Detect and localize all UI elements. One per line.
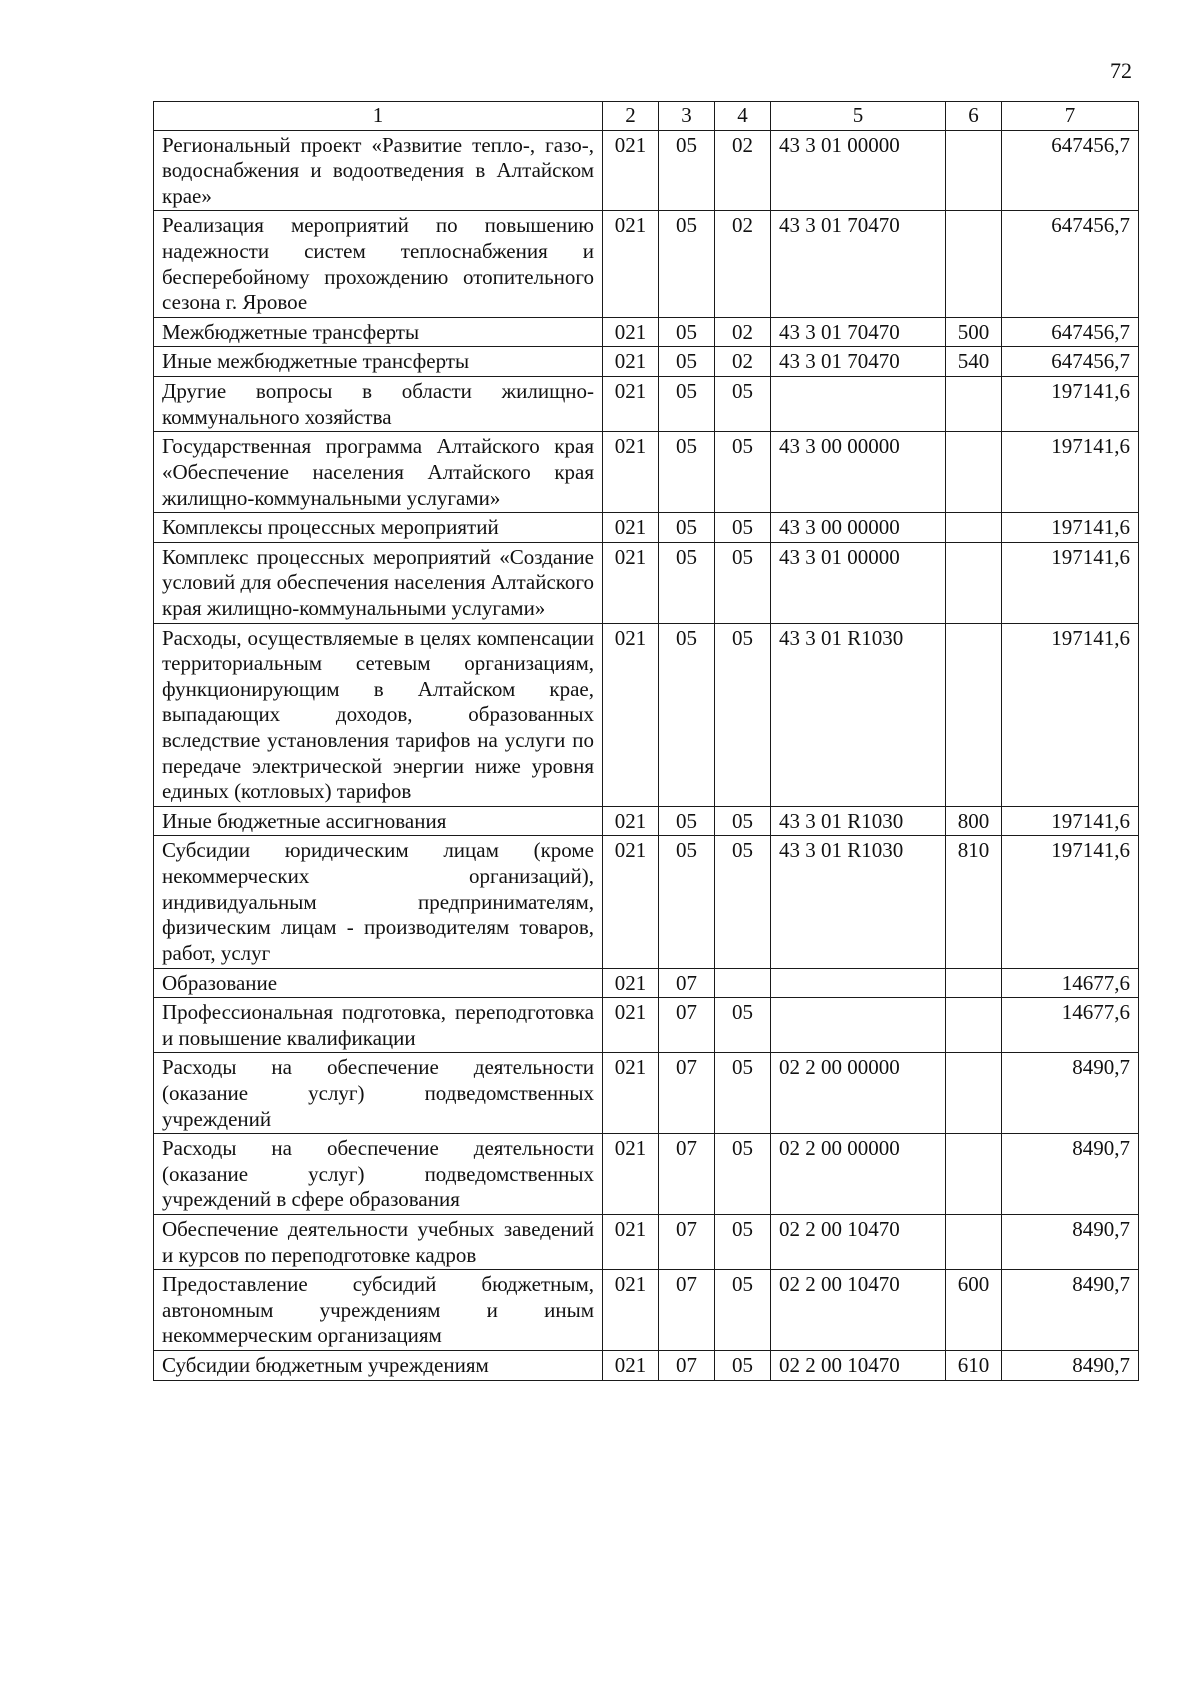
code-cell-5: 43 3 01 R1030	[771, 806, 946, 836]
amount-cell: 197141,6	[1002, 432, 1139, 513]
code-cell-4: 02	[715, 130, 771, 211]
table-row	[154, 1351, 1139, 1381]
column-header-5: 5	[771, 102, 946, 131]
code-cell-6	[946, 968, 1002, 998]
code-cell-2: 021	[603, 542, 659, 623]
code-cell-5: 43 3 01 R1030	[771, 836, 946, 968]
code-cell-4: 05	[715, 1134, 771, 1215]
budget-table	[153, 101, 1139, 1381]
code-cell-5: 02 2 00 10470	[771, 1214, 946, 1269]
code-cell-3: 07	[659, 998, 715, 1053]
column-header-7: 7	[1002, 102, 1139, 131]
code-cell-4: 02	[715, 317, 771, 347]
amount-cell: 197141,6	[1002, 542, 1139, 623]
code-cell-2: 021	[603, 1053, 659, 1134]
row-name-cell: Комплекс процессных мероприятий «Создание условий для обеспечения населения Алтайского края жилищно-коммунальными услугами»	[154, 542, 603, 623]
table-row	[154, 623, 1139, 806]
code-cell-2: 021	[603, 836, 659, 968]
column-header-2: 2	[603, 102, 659, 131]
row-name-cell: Государственная программа Алтайского края «Обеспечение населения Алтайского края жилищно-коммунальными услугами»	[154, 432, 603, 513]
row-name-cell: Реализация мероприятий по повышению надежности систем теплоснабжения и бесперебойному прохождению отопительного сезона г. Яровое	[154, 211, 603, 317]
code-cell-2: 021	[603, 130, 659, 211]
amount-cell: 8490,7	[1002, 1214, 1139, 1269]
table-row	[154, 211, 1139, 317]
row-name-cell: Расходы на обеспечение деятельности (оказание услуг) подведомственных учреждений	[154, 1053, 603, 1134]
code-cell-3: 05	[659, 130, 715, 211]
code-cell-2: 021	[603, 1270, 659, 1351]
code-cell-3: 07	[659, 1351, 715, 1381]
code-cell-4: 05	[715, 432, 771, 513]
table-row	[154, 432, 1139, 513]
code-cell-2: 021	[603, 1351, 659, 1381]
code-cell-5: 43 3 01 70470	[771, 347, 946, 377]
code-cell-2: 021	[603, 513, 659, 543]
code-cell-6	[946, 1214, 1002, 1269]
code-cell-4: 05	[715, 377, 771, 432]
code-cell-5	[771, 998, 946, 1053]
code-cell-2: 021	[603, 1134, 659, 1215]
code-cell-5: 43 3 00 00000	[771, 432, 946, 513]
amount-cell: 647456,7	[1002, 347, 1139, 377]
code-cell-3: 05	[659, 211, 715, 317]
code-cell-3: 07	[659, 968, 715, 998]
column-header-6: 6	[946, 102, 1002, 131]
amount-cell: 14677,6	[1002, 968, 1139, 998]
code-cell-6	[946, 130, 1002, 211]
amount-cell: 647456,7	[1002, 130, 1139, 211]
code-cell-3: 05	[659, 432, 715, 513]
code-cell-5: 02 2 00 10470	[771, 1270, 946, 1351]
code-cell-6	[946, 377, 1002, 432]
row-name-cell: Предоставление субсидий бюджетным, автономным учреждениям и иным некоммерческим организациям	[154, 1270, 603, 1351]
code-cell-2: 021	[603, 317, 659, 347]
code-cell-6: 610	[946, 1351, 1002, 1381]
code-cell-3: 05	[659, 542, 715, 623]
table-row	[154, 836, 1139, 968]
row-name-cell: Расходы на обеспечение деятельности (оказание услуг) подведомственных учреждений в сфере образования	[154, 1134, 603, 1215]
code-cell-5	[771, 968, 946, 998]
code-cell-3: 05	[659, 513, 715, 543]
row-name-cell: Субсидии бюджетным учреждениям	[154, 1351, 603, 1381]
code-cell-6	[946, 432, 1002, 513]
code-cell-6	[946, 542, 1002, 623]
row-name-cell: Образование	[154, 968, 603, 998]
table-row	[154, 1214, 1139, 1269]
code-cell-3: 05	[659, 623, 715, 806]
table-header-row	[154, 102, 1139, 131]
code-cell-3: 05	[659, 377, 715, 432]
code-cell-3: 07	[659, 1053, 715, 1134]
table-row	[154, 317, 1139, 347]
amount-cell: 197141,6	[1002, 623, 1139, 806]
amount-cell: 8490,7	[1002, 1134, 1139, 1215]
code-cell-6: 500	[946, 317, 1002, 347]
code-cell-4: 05	[715, 998, 771, 1053]
code-cell-2: 021	[603, 432, 659, 513]
row-name-cell: Расходы, осуществляемые в целях компенсации территориальным сетевым организациям, функционирующим в Алтайском крае, выпадающих доходов, образованных вследствие установления тарифов на услуги по передаче электрической энергии ниже уровня единых (котловых) тарифов	[154, 623, 603, 806]
code-cell-5: 43 3 00 00000	[771, 513, 946, 543]
table-row	[154, 968, 1139, 998]
code-cell-5: 43 3 01 R1030	[771, 623, 946, 806]
row-name-cell: Комплексы процессных мероприятий	[154, 513, 603, 543]
column-header-4: 4	[715, 102, 771, 131]
row-name-cell: Иные бюджетные ассигнования	[154, 806, 603, 836]
code-cell-6	[946, 513, 1002, 543]
code-cell-3: 05	[659, 347, 715, 377]
code-cell-5: 02 2 00 10470	[771, 1351, 946, 1381]
code-cell-6: 810	[946, 836, 1002, 968]
code-cell-4: 05	[715, 1214, 771, 1269]
amount-cell: 197141,6	[1002, 836, 1139, 968]
code-cell-4: 05	[715, 542, 771, 623]
code-cell-6	[946, 998, 1002, 1053]
code-cell-4: 02	[715, 347, 771, 377]
table-row	[154, 998, 1139, 1053]
code-cell-3: 07	[659, 1134, 715, 1215]
amount-cell: 197141,6	[1002, 513, 1139, 543]
table-row	[154, 347, 1139, 377]
code-cell-5: 02 2 00 00000	[771, 1053, 946, 1134]
code-cell-4: 05	[715, 623, 771, 806]
table-row	[154, 806, 1139, 836]
amount-cell: 8490,7	[1002, 1270, 1139, 1351]
amount-cell: 197141,6	[1002, 377, 1139, 432]
code-cell-4: 05	[715, 513, 771, 543]
amount-cell: 647456,7	[1002, 317, 1139, 347]
row-name-cell: Обеспечение деятельности учебных заведений и курсов по переподготовке кадров	[154, 1214, 603, 1269]
code-cell-2: 021	[603, 1214, 659, 1269]
code-cell-2: 021	[603, 211, 659, 317]
code-cell-4: 02	[715, 211, 771, 317]
table-row	[154, 1134, 1139, 1215]
row-name-cell: Межбюджетные трансферты	[154, 317, 603, 347]
table-row	[154, 130, 1139, 211]
code-cell-4	[715, 968, 771, 998]
code-cell-3: 05	[659, 317, 715, 347]
amount-cell: 8490,7	[1002, 1053, 1139, 1134]
page-number: 72	[1110, 58, 1132, 83]
column-header-1: 1	[154, 102, 603, 131]
code-cell-4: 05	[715, 1053, 771, 1134]
code-cell-2: 021	[603, 806, 659, 836]
code-cell-2: 021	[603, 347, 659, 377]
table-row	[154, 542, 1139, 623]
code-cell-2: 021	[603, 623, 659, 806]
code-cell-6	[946, 211, 1002, 317]
code-cell-5: 02 2 00 00000	[771, 1134, 946, 1215]
code-cell-3: 07	[659, 1214, 715, 1269]
code-cell-2: 021	[603, 968, 659, 998]
code-cell-4: 05	[715, 1351, 771, 1381]
amount-cell: 197141,6	[1002, 806, 1139, 836]
code-cell-5: 43 3 01 70470	[771, 211, 946, 317]
code-cell-6	[946, 1053, 1002, 1134]
code-cell-5: 43 3 01 00000	[771, 130, 946, 211]
amount-cell: 14677,6	[1002, 998, 1139, 1053]
code-cell-3: 05	[659, 836, 715, 968]
row-name-cell: Профессиональная подготовка, переподготовка и повышение квалификации	[154, 998, 603, 1053]
table-row	[154, 1270, 1139, 1351]
code-cell-2: 021	[603, 377, 659, 432]
table-row	[154, 1053, 1139, 1134]
code-cell-4: 05	[715, 1270, 771, 1351]
code-cell-6	[946, 1134, 1002, 1215]
code-cell-5: 43 3 01 00000	[771, 542, 946, 623]
amount-cell: 647456,7	[1002, 211, 1139, 317]
row-name-cell: Другие вопросы в области жилищно-коммунального хозяйства	[154, 377, 603, 432]
code-cell-6: 540	[946, 347, 1002, 377]
table-row	[154, 377, 1139, 432]
table-row	[154, 513, 1139, 543]
code-cell-5	[771, 377, 946, 432]
code-cell-4: 05	[715, 806, 771, 836]
row-name-cell: Иные межбюджетные трансферты	[154, 347, 603, 377]
code-cell-5: 43 3 01 70470	[771, 317, 946, 347]
code-cell-4: 05	[715, 836, 771, 968]
code-cell-3: 05	[659, 806, 715, 836]
code-cell-2: 021	[603, 998, 659, 1053]
code-cell-6	[946, 623, 1002, 806]
row-name-cell: Региональный проект «Развитие тепло-, газо-, водоснабжения и водоотведения в Алтайском крае»	[154, 130, 603, 211]
table-body	[154, 130, 1139, 1380]
column-header-3: 3	[659, 102, 715, 131]
code-cell-6: 800	[946, 806, 1002, 836]
row-name-cell: Субсидии юридическим лицам (кроме некоммерческих организаций), индивидуальным предпринимателям, физическим лицам - производителям товаров, работ, услуг	[154, 836, 603, 968]
code-cell-3: 07	[659, 1270, 715, 1351]
code-cell-6: 600	[946, 1270, 1002, 1351]
amount-cell: 8490,7	[1002, 1351, 1139, 1381]
